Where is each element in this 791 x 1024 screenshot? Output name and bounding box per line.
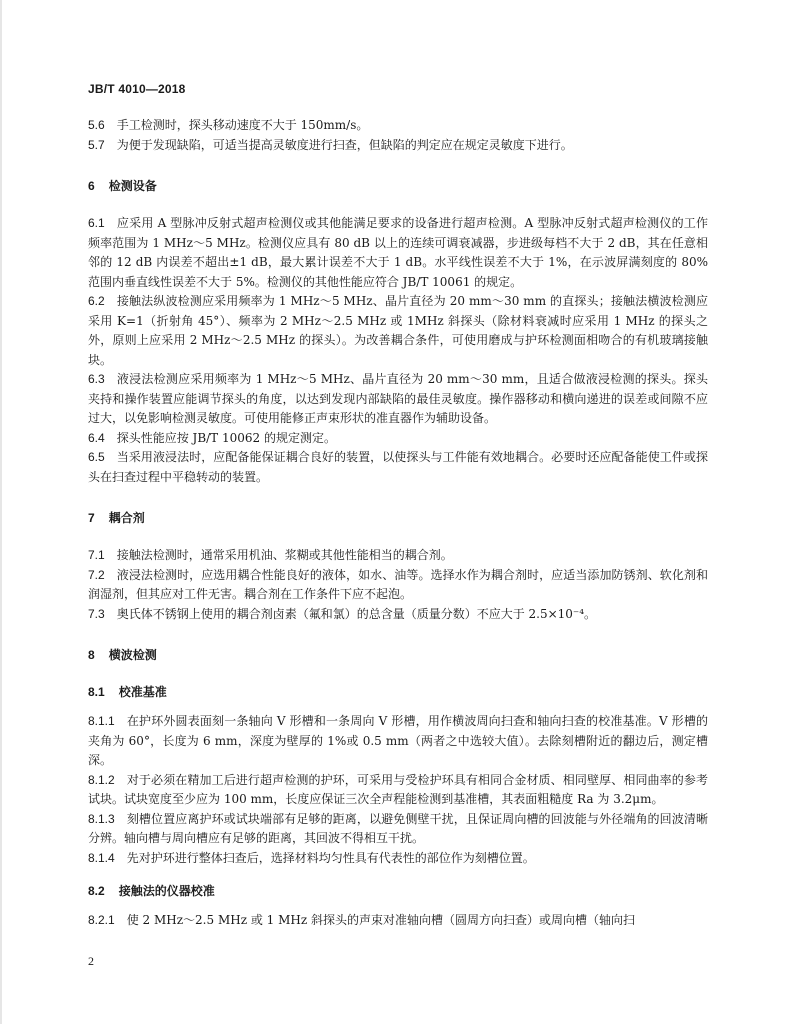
clause-number: 8.1.3	[88, 811, 115, 826]
clause-text: 应采用 A 型脉冲反射式超声检测仪或其他能满足要求的设备进行超声检测。A 型脉冲反射式超声检测仪的工作频率范围为 1 MHz～5 MHz。检测仪应具有 80 dB 以上的连续可调衰减器，步进级每档不大于 2 dB，其在任意相邻的 12 dB 内误差不超出±1 dB，最大累计误差不大于 1 dB。水平线性误差不大于 1%，在示波屏满刻度的 80%范围内垂直线性误差不大于 5%。检测仪的其他性能应符合 JB/T 10061 的规定。	[88, 216, 708, 289]
clause-6-2	[88, 292, 708, 370]
clause-text: 当采用液浸法时，应配备能保证耦合良好的装置，以使探头与工件能有效地耦合。必要时还应配备能使工件或探头在扫查过程中平稳转动的装置。	[88, 450, 708, 484]
clause-number: 6.5	[88, 450, 105, 464]
clause-text: 液浸法检测应采用频率为 1 MHz～5 MHz、晶片直径为 20 mm～30 mm，且适合做液浸检测的探头。探头夹持和操作装置应能调节探头的角度，以达到发现内部缺陷的最佳灵敏度。操作器移动和横向递进的误差或间隙不应过大，以免影响检测灵敏度。可使用能修正声束形状的准直器作为辅助设备。	[88, 372, 708, 425]
clause-number: 8.1.2	[88, 772, 115, 787]
clause-text: 在护环外圆表面刻一条轴向 V 形槽和一条周向 V 形槽，用作横波周向扫查和轴向扫查的校准基准。V 形槽的夹角为 60°，长度为 6 mm，深度为壁厚的 1%或 0.5 mm（两者之中选较大值）。去除刻槽附近的翻边后，测定槽深。	[88, 714, 708, 767]
clause-6-3	[88, 370, 708, 429]
clause-6-4	[88, 429, 708, 449]
clause-text: 探头性能应按 JB/T 10062 的规定测定。	[116, 430, 336, 445]
section-number: 6	[88, 179, 95, 193]
clause-number: 8.1.1	[88, 714, 115, 728]
section-heading-8	[88, 646, 708, 665]
clause-number: 7.3	[88, 606, 105, 621]
clause-text: 对于必须在精加工后进行超声检测的护环，可采用与受检护环具有相同合金材质、相同壁厚、相同曲率的参考试块。试块宽度至少应为 100 mm，长度应保证三次全声程能检测到基准槽，其表面粗糙度 Ra 为 3.2μm。	[88, 772, 708, 806]
clause-8-1-1	[88, 712, 708, 771]
document-body	[88, 116, 708, 931]
section-title: 耦合剂	[108, 511, 145, 525]
section-title: 横波检测	[108, 648, 157, 662]
section-title: 检测设备	[108, 179, 157, 193]
clause-number: 7.2	[88, 567, 105, 582]
section-number: 8	[88, 648, 95, 662]
clause-6-5	[88, 448, 708, 487]
clause-8-1-4	[88, 849, 708, 869]
clause-text: 为便于发现缺陷，可适当提高灵敏度进行扫查，但缺陷的判定应在规定灵敏度下进行。	[116, 137, 573, 152]
clause-6-1	[88, 214, 708, 292]
clause-number: 8.1.4	[88, 850, 115, 865]
clause-8-1-2	[88, 771, 708, 810]
clause-text: 液浸法检测时，应选用耦合性能良好的液体，如水、油等。选择水作为耦合剂时，应适当添加防锈剂、软化剂和润湿剂，但其应对工件无害。耦合剂在工作条件下应不起泡。	[88, 567, 708, 601]
subsection-number: 8.1	[88, 685, 105, 699]
subsection-number: 8.2	[88, 884, 105, 898]
clause-7-1	[88, 546, 708, 566]
clause-text: 先对护环进行整体扫查后，选择材料均匀性具有代表性的部位作为刻槽位置。	[126, 850, 535, 865]
subsection-title: 接触法的仪器校准	[118, 884, 215, 898]
scan-edge	[0, 0, 2, 1024]
clause-7-2	[88, 566, 708, 605]
clause-5-7	[88, 136, 708, 156]
clause-text: 接触法纵波检测应采用频率为 1 MHz～5 MHz、晶片直径为 20 mm～30 mm 的直探头；接触法横波检测应采用 K=1（折射角 45°）、频率为 2 MHz～2.5 MHz 或 1MHz 斜探头（除材料衰减时应采用 1 MHz 的探头之外，原则上应采用 2 MHz～2.5 MHz 的探头）。为改善耦合条件，可使用磨成与护环检测面相吻合的有机玻璃接触块。	[88, 294, 708, 367]
clause-text: 接触法检测时，通常采用机油、浆糊或其他性能相当的耦合剂。	[116, 548, 453, 562]
page-number: 2	[88, 954, 94, 968]
subsection-heading-8-1	[88, 683, 708, 702]
section-heading-7	[88, 509, 708, 528]
subsection-heading-8-2	[88, 882, 708, 901]
clause-number: 7.1	[88, 548, 105, 562]
clause-number: 8.2.1	[88, 913, 115, 927]
clause-number: 6.2	[88, 294, 105, 308]
clause-8-2-1	[88, 911, 708, 931]
section-heading-6	[88, 177, 708, 196]
clause-number: 5.6	[88, 118, 105, 132]
subsection-title: 校准基准	[118, 685, 167, 699]
clause-8-1-3	[88, 810, 708, 849]
section-number: 7	[88, 511, 95, 525]
clause-text: 奥氏体不锈钢上使用的耦合剂卤素（氟和氯）的总含量（质量分数）不应大于 2.5×10⁻⁴。	[116, 606, 597, 621]
clause-number: 6.3	[88, 372, 105, 386]
clause-7-3	[88, 605, 708, 625]
clause-number: 6.1	[88, 216, 105, 230]
clause-number: 6.4	[88, 430, 105, 445]
clause-text: 刻槽位置应离护环或试块端部有足够的距离，以避免侧壁干扰，且保证周向槽的回波能与外径端角的回波清晰分辨。轴向槽与周向槽应有足够的距离，其回波不得相互干扰。	[88, 811, 708, 845]
standard-code: JB/T 4010—2018	[88, 82, 186, 96]
clause-text: 使 2 MHz～2.5 MHz 或 1 MHz 斜探头的声束对准轴向槽（圆周方向扫查）或周向槽（轴向扫	[126, 913, 635, 927]
clause-number: 5.7	[88, 137, 105, 152]
clause-5-6	[88, 116, 708, 136]
clause-text: 手工检测时，探头移动速度不大于 150mm/s。	[116, 118, 369, 132]
